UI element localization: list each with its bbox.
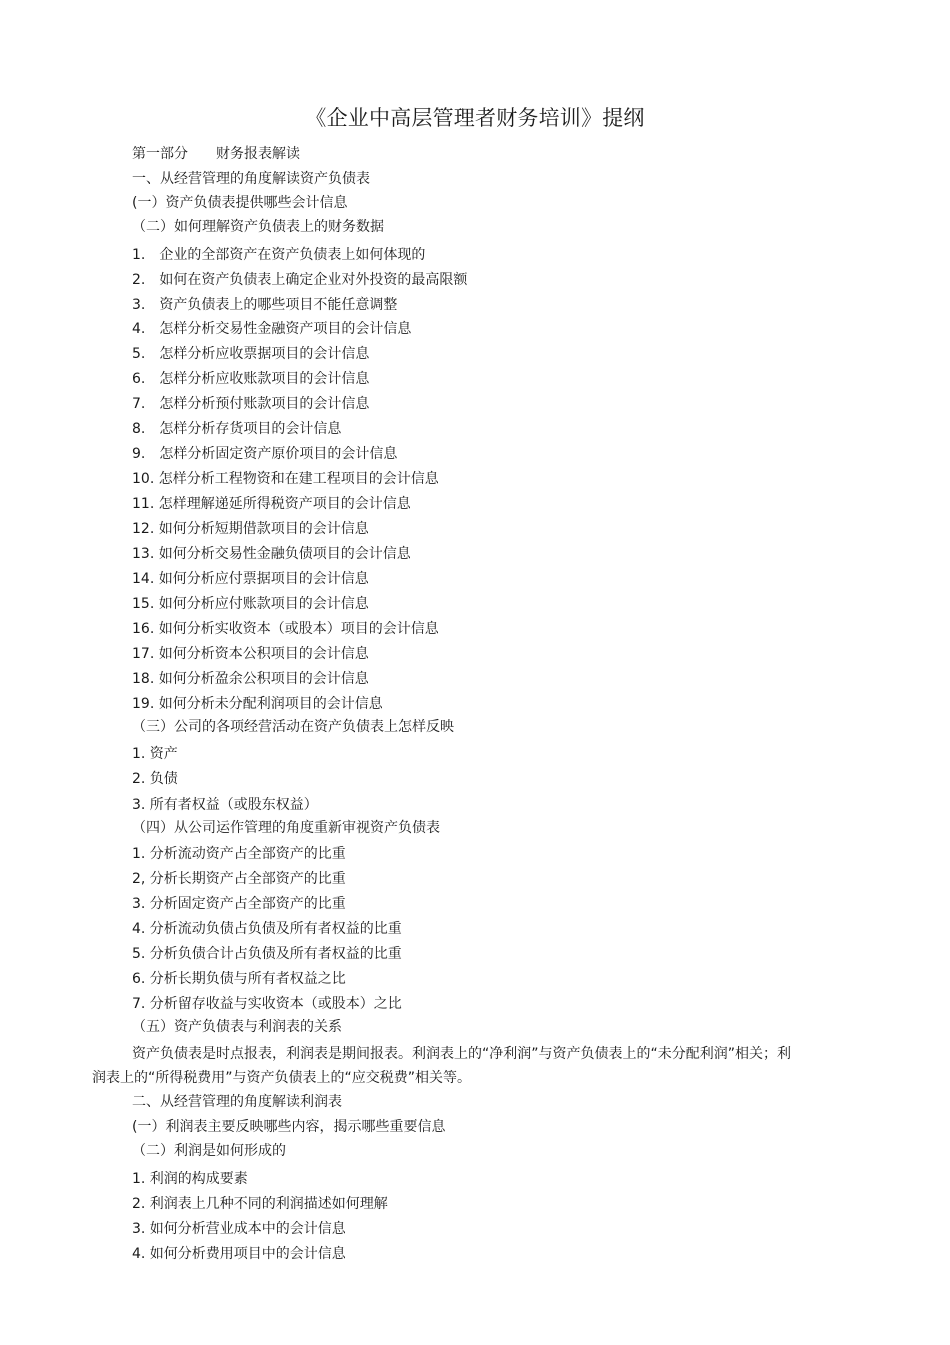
outline-line: 18. 如何分析盈余公积项目的会计信息 [132, 671, 369, 687]
outline-line: 3. 所有者权益（或股东权益） [132, 797, 318, 813]
outline-line: （四）从公司运作管理的角度重新审视资产负债表 [132, 820, 440, 836]
outline-line: 6. 分析长期负债与所有者权益之比 [132, 971, 346, 987]
outline-line: 19. 如何分析未分配利润项目的会计信息 [132, 696, 383, 712]
outline-line: 2, 分析长期资产占全部资产的比重 [132, 871, 346, 887]
outline-line: 4. 怎样分析交易性金融资产项目的会计信息 [132, 321, 412, 337]
outline-line: 3. 资产负债表上的哪些项目不能任意调整 [132, 297, 398, 313]
outline-line: 3. 分析固定资产占全部资产的比重 [132, 896, 346, 912]
outline-line: 13. 如何分析交易性金融负债项目的会计信息 [132, 546, 411, 562]
outline-line: (一）资产负债表提供哪些会计信息 [132, 195, 348, 211]
outline-line: 16. 如何分析实收资本（或股本）项目的会计信息 [132, 621, 439, 637]
document-title: 《企业中高层管理者财务培训》提纲 [305, 106, 645, 130]
outline-line: 5. 怎样分析应收票据项目的会计信息 [132, 346, 370, 362]
outline-line: 二、从经营管理的角度解读利润表 [132, 1094, 342, 1110]
outline-line: 3. 如何分析营业成本中的会计信息 [132, 1221, 346, 1237]
outline-line: 6. 怎样分析应收账款项目的会计信息 [132, 371, 370, 387]
outline-line: 14. 如何分析应付票据项目的会计信息 [132, 571, 369, 587]
outline-line: 2. 利润表上几种不同的利润描述如何理解 [132, 1196, 388, 1212]
outline-line: 10. 怎样分析工程物资和在建工程项目的会计信息 [132, 471, 439, 487]
outline-line: 5. 分析负债合计占负债及所有者权益的比重 [132, 946, 402, 962]
outline-line: （二）利润是如何形成的 [132, 1143, 286, 1159]
outline-line: 7. 怎样分析预付账款项目的会计信息 [132, 396, 370, 412]
outline-line: 8. 怎样分析存货项目的会计信息 [132, 421, 342, 437]
outline-line: 2. 负债 [132, 771, 178, 787]
outline-line: 1. 分析流动资产占全部资产的比重 [132, 846, 346, 862]
outline-line: （三）公司的各项经营活动在资产负债表上怎样反映 [132, 719, 454, 735]
outline-line: (一）利润表主要反映哪些内容，揭示哪些重要信息 [132, 1119, 446, 1135]
outline-line: （五）资产负债表与利润表的关系 [132, 1019, 342, 1035]
outline-line: 第一部分 财务报表解读 [132, 146, 300, 162]
outline-line: 11. 怎样理解递延所得税资产项目的会计信息 [132, 496, 411, 512]
outline-line: 9. 怎样分析固定资产原价项目的会计信息 [132, 446, 398, 462]
outline-line: 7. 分析留存收益与实收资本（或股本）之比 [132, 996, 402, 1012]
outline-line: 15. 如何分析应付账款项目的会计信息 [132, 596, 369, 612]
outline-line: 2. 如何在资产负债表上确定企业对外投资的最高限额 [132, 272, 468, 288]
outline-line: 1. 资产 [132, 746, 178, 762]
body-paragraph: 资产负债表是时点报表，利润表是期间报表。利润表上的“净利润”与资产负债表上的“未分配利润”相关；利润表上的“所得税费用”与资产负债表上的“应交税费”相关等。 [92, 1046, 792, 1086]
outline-line: 一、从经营管理的角度解读资产负债表 [132, 171, 370, 187]
outline-line: 1. 企业的全部资产在资产负债表上如何体现的 [132, 247, 426, 263]
outline-line: （二）如何理解资产负债表上的财务数据 [132, 219, 384, 235]
outline-line: 4. 分析流动负债占负债及所有者权益的比重 [132, 921, 402, 937]
outline-line: 4. 如何分析费用项目中的会计信息 [132, 1246, 346, 1262]
outline-line: 1. 利润的构成要素 [132, 1171, 248, 1187]
outline-line: 17. 如何分析资本公积项目的会计信息 [132, 646, 369, 662]
outline-line: 12. 如何分析短期借款项目的会计信息 [132, 521, 369, 537]
